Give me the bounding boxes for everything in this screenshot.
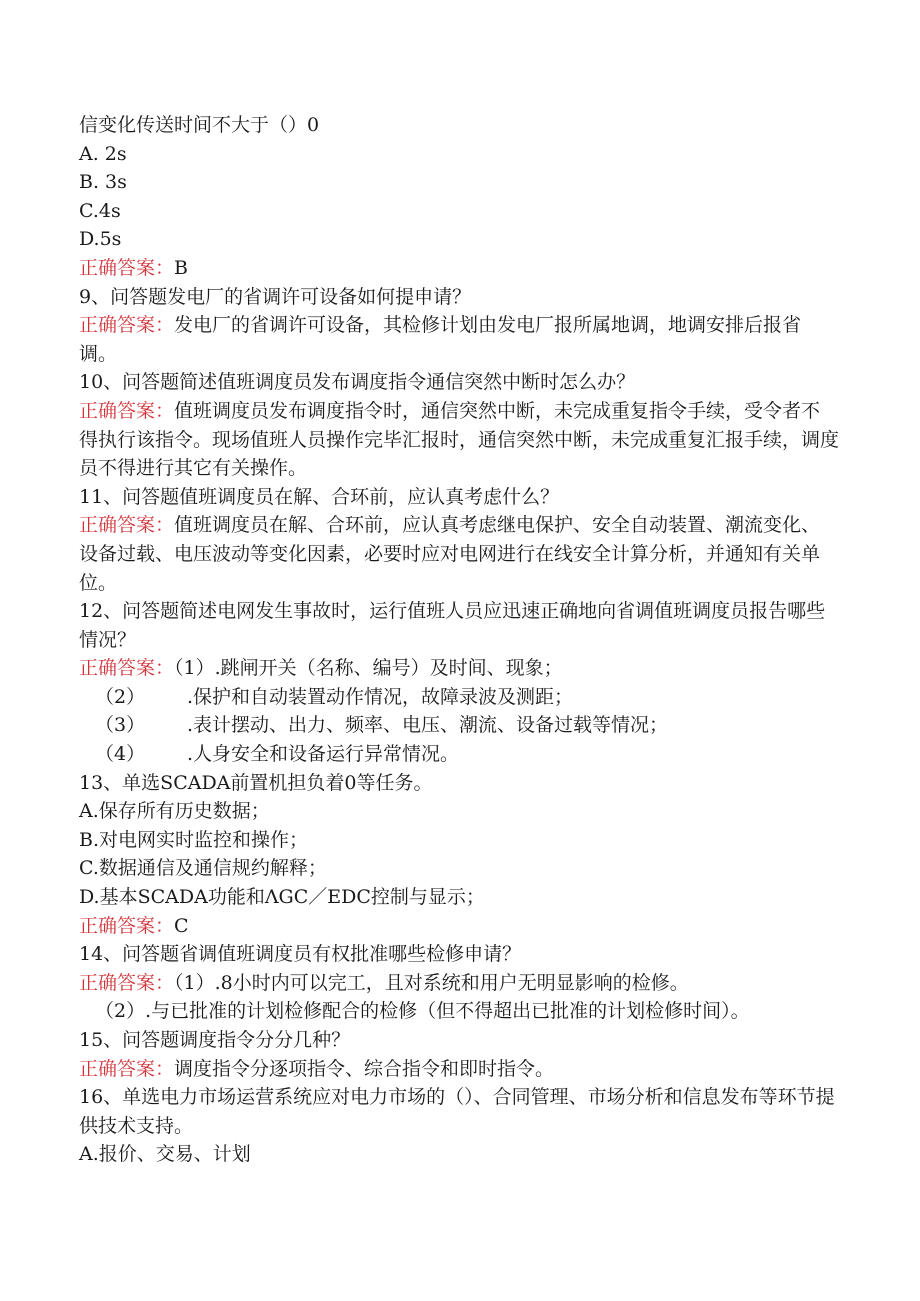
answer-10 bbox=[79, 397, 839, 483]
question-14: 14、问答题省调值班调度员有权批准哪些检修申请？ bbox=[79, 943, 522, 966]
item-number: （3） bbox=[95, 714, 146, 737]
answer-text: （1）.跳闸开关（名称、编号）及时间、现象； bbox=[174, 657, 563, 680]
question-8-tail: 信变化传送时间不大于（）0 bbox=[79, 114, 320, 136]
answer-text: 值班调度员发布调度指令时，通信突然中断，未完成重复指令手续，受令者不得执行该指令。现场值班人员操作完毕汇报时，通信突然中断，未完成重复汇报手续，调度员不得进行其它有关操作。 bbox=[79, 399, 840, 480]
question-13: 13、单选SCADA前置机担负着0等任务。 bbox=[79, 771, 433, 794]
answer-label: 正确答案： bbox=[79, 1057, 175, 1080]
answer-label: 正确答案： bbox=[79, 657, 175, 680]
answer-label: 正确答案： bbox=[79, 514, 175, 537]
answer-text: 调度指令分逐项指令、综合指令和即时指令。 bbox=[174, 1057, 555, 1080]
answer-12 bbox=[79, 654, 839, 683]
option-b: B. 3s bbox=[79, 171, 127, 194]
answer-text: C bbox=[174, 914, 189, 937]
item-text: .保护和自动装置动作情况，故障录波及测距； bbox=[187, 685, 574, 708]
option-c: C.4s bbox=[79, 199, 121, 222]
question-11: 11、问答题值班调度员在解、合环前，应认真考虑什么？ bbox=[79, 485, 560, 508]
question-12: 12、问答题简述电网发生事故时，运行值班人员应迅速正确地向省调值班调度员报告哪些情况？ bbox=[79, 600, 826, 651]
answer-text: B bbox=[174, 256, 188, 279]
answer-9 bbox=[79, 311, 839, 368]
item-number: （4） bbox=[95, 743, 146, 766]
option-b: B.对电网实时监控和操作； bbox=[79, 828, 309, 851]
option-a: A.报价、交易、计划 bbox=[79, 1143, 251, 1166]
answer-11 bbox=[79, 511, 839, 597]
answer-label: 正确答案： bbox=[79, 971, 175, 994]
answer-label: 正确答案： bbox=[79, 256, 175, 279]
answer-14 bbox=[79, 969, 839, 998]
answer-15 bbox=[79, 1055, 839, 1084]
option-a: A.保存所有历史数据； bbox=[79, 800, 270, 823]
item-text: .表计摆动、出力、频率、电压、潮流、设备过载等情况； bbox=[187, 714, 669, 737]
answer-label: 正确答案： bbox=[79, 314, 175, 337]
question-9: 9、问答题发电厂的省调许可设备如何提申请？ bbox=[79, 285, 472, 308]
option-c: C.数据通信及通信规约解释； bbox=[79, 857, 327, 880]
question-15: 15、问答题调度指令分分几种？ bbox=[79, 1029, 351, 1051]
answer-14-item-2: （2）.与已批准的计划检修配合的检修（但不得超出已批准的计划检修时间）。 bbox=[95, 1000, 750, 1023]
answer-label: 正确答案： bbox=[79, 399, 175, 422]
answer-13 bbox=[79, 912, 839, 941]
answer-text: （1）.8小时内可以完工，且对系统和用户无明显影响的检修。 bbox=[174, 971, 689, 994]
option-d: D.基本SCADA功能和ΛGC／EDC控制与显示； bbox=[79, 886, 485, 909]
question-16: 16、单选电力市场运营系统应对电力市场的（）、合同管理、市场分析和信息发布等环节提供技术支持。 bbox=[79, 1086, 835, 1137]
item-text: .人身安全和设备运行异常情况。 bbox=[187, 743, 460, 766]
answer-label: 正确答案： bbox=[79, 914, 175, 937]
answer-8 bbox=[79, 254, 839, 283]
answer-12-item-2 bbox=[79, 683, 839, 712]
question-list bbox=[79, 111, 839, 1169]
answer-12-item-3 bbox=[79, 711, 839, 740]
question-10: 10、问答题简述值班调度员发布调度指令通信突然中断时怎么办？ bbox=[79, 371, 636, 394]
option-a: A. 2s bbox=[79, 142, 127, 165]
answer-text: 值班调度员在解、合环前，应认真考虑继电保护、安全自动装置、潮流变化、设备过载、电压波动等变化因素，必要时应对电网进行在线安全计算分析，并通知有关单位。 bbox=[79, 514, 821, 594]
answer-12-item-4 bbox=[79, 740, 839, 769]
option-d: D.5s bbox=[79, 228, 122, 251]
item-number: （2） bbox=[95, 685, 146, 708]
answer-text: 发电厂的省调许可设备，其检修计划由发电厂报所属地调，地调安排后报省调。 bbox=[79, 314, 802, 365]
